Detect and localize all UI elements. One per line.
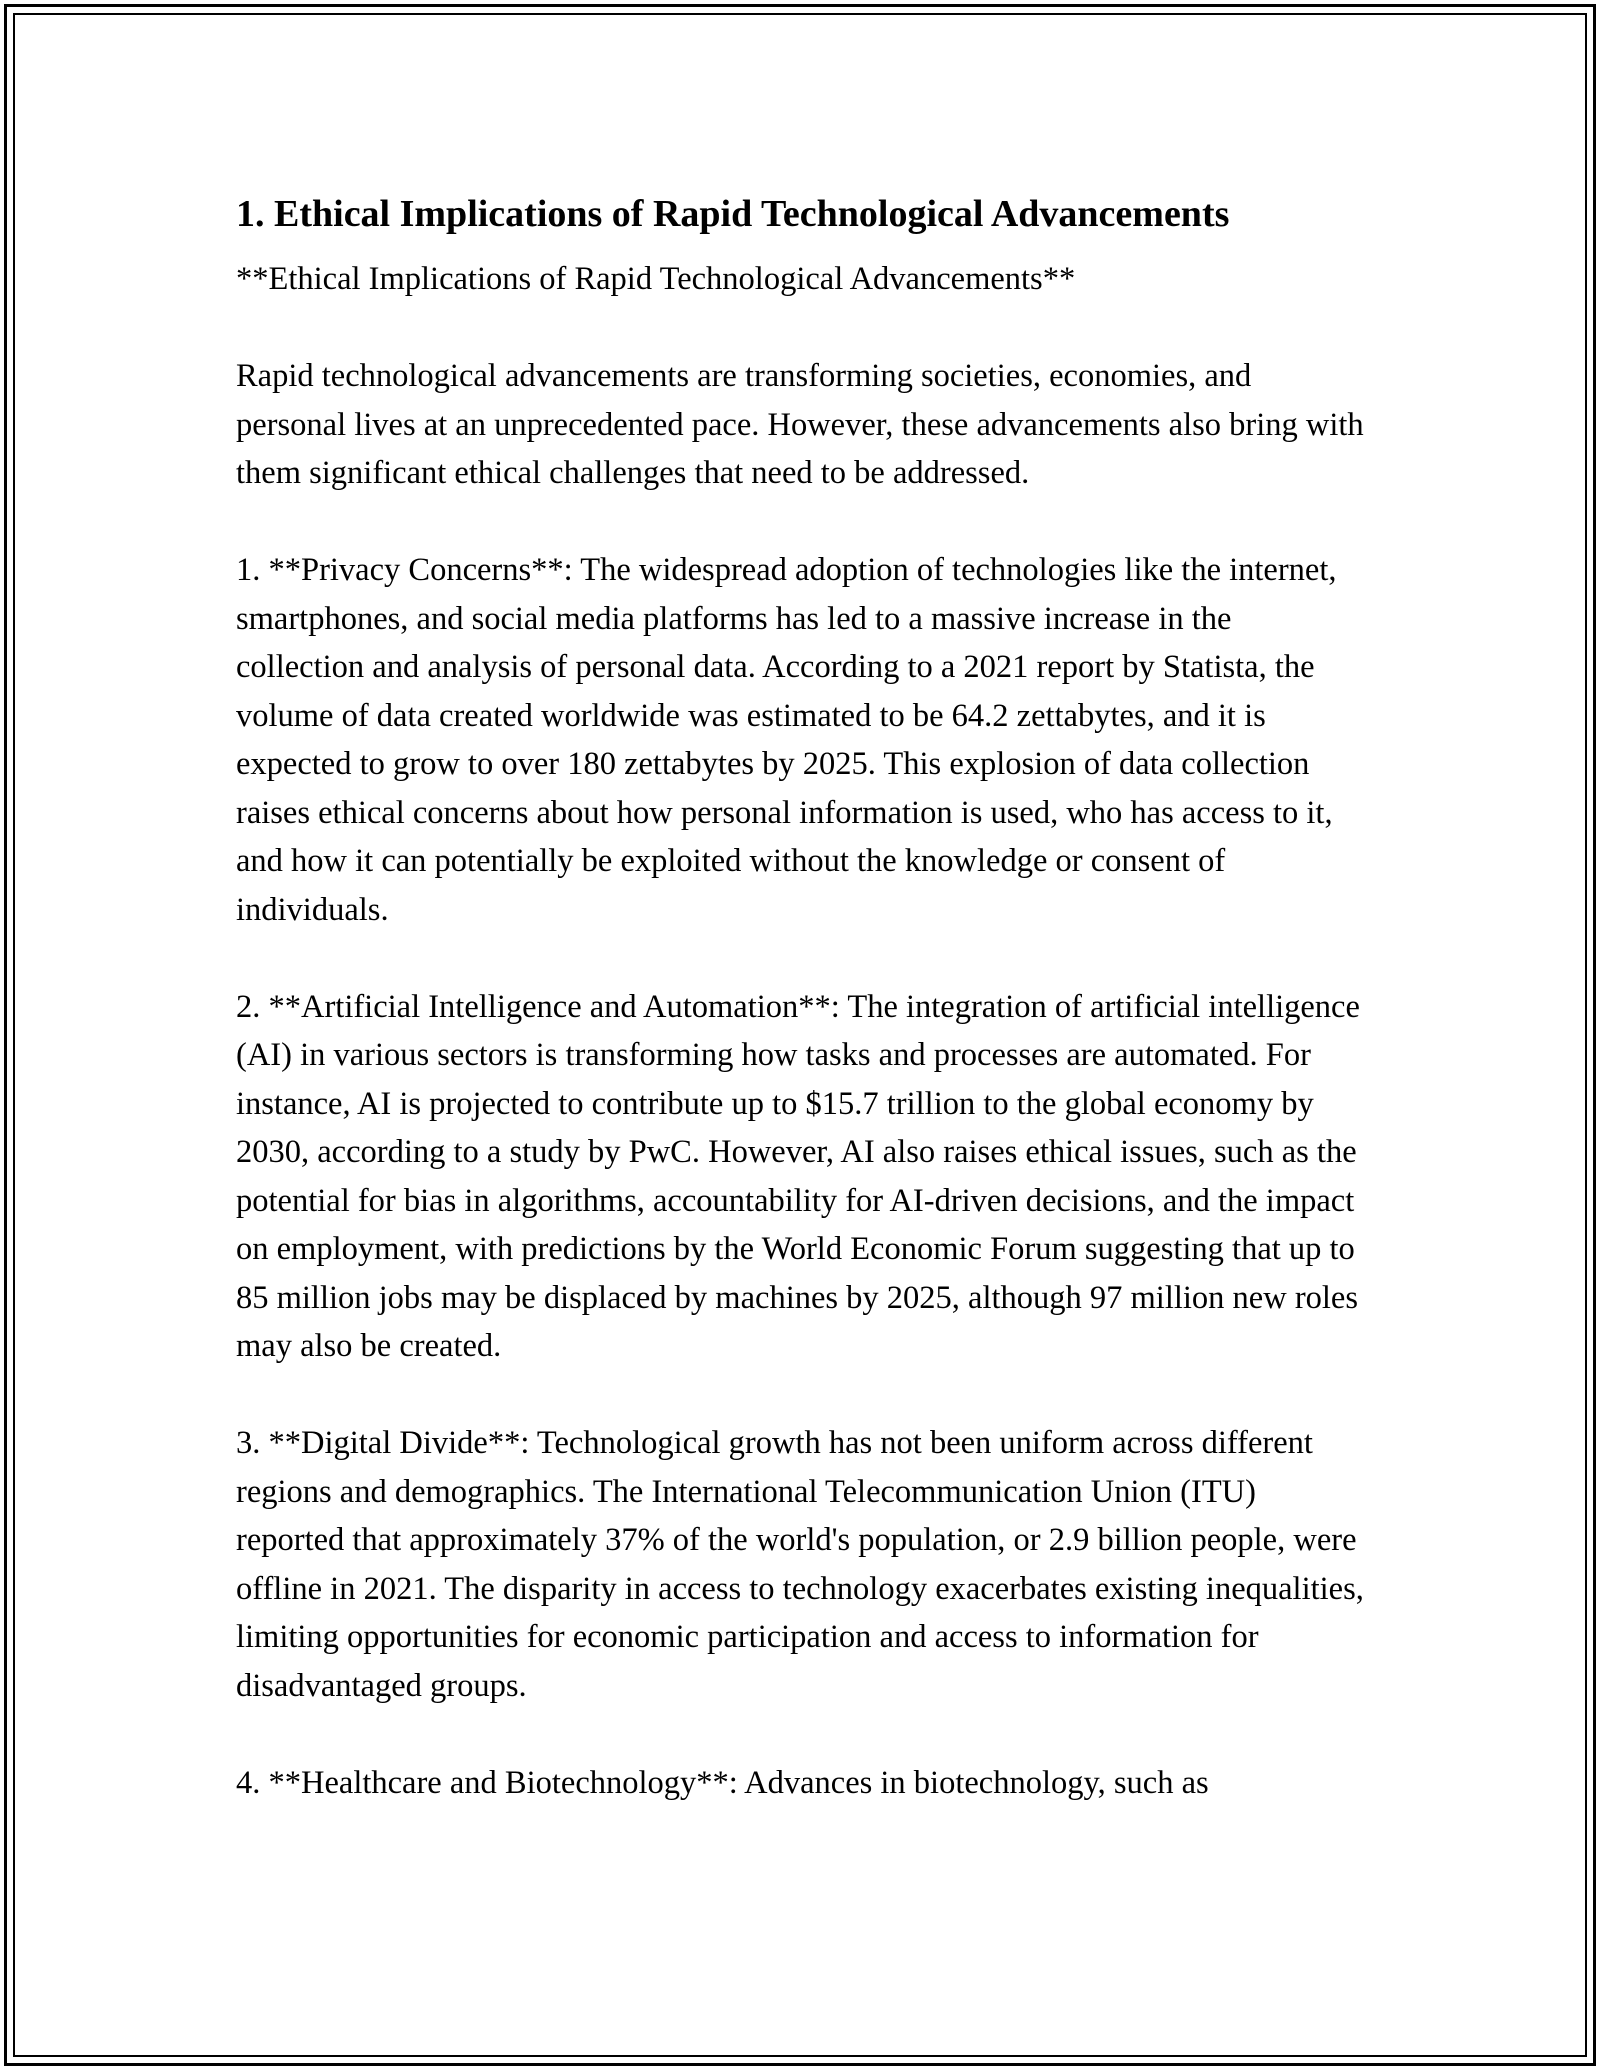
- document-body: [236, 185, 1366, 1807]
- document-subtitle: **Ethical Implications of Rapid Technological Advancements**: [236, 261, 1076, 297]
- intro-paragraph: Rapid technological advancements are transforming societies, economies, and personal lives at an unprecedented pace. However, these advancements also bring with them significant ethical challenges that need to be addressed.: [236, 358, 1364, 491]
- ai-automation-paragraph: 2. **Artificial Intelligence and Automation**: The integration of artificial intelligence (AI) in various sectors is transforming how tasks and processes are automated. For instance, AI is projected to contribute up to $15.7 trillion to the global economy by 2030, according to a study by PwC. However, AI also raises ethical issues, such as the potential for bias in algorithms, accountability for AI-driven decisions, and the impact on employment, with predictions by the World Economic Forum suggesting that up to 85 million jobs may be displaced by machines by 2025, although 97 million new roles may also be created.: [236, 988, 1360, 1364]
- page-title: 1. Ethical Implications of Rapid Technological Advancements: [236, 193, 1230, 235]
- healthcare-biotech-paragraph: 4. **Healthcare and Biotechnology**: Advances in biotechnology, such as: [236, 1764, 1209, 1801]
- digital-divide-paragraph: 3. **Digital Divide**: Technological growth has not been uniform across different regions and demographics. The International Telecommunication Union (ITU) reported that approximately 37% of the world's population, or 2.9 billion people, were offline in 2021. The disparity in access to technology exacerbates existing inequalities, limiting opportunities for economic participation and access to information for disadvantaged groups.: [236, 1425, 1364, 1704]
- privacy-concerns-paragraph: 1. **Privacy Concerns**: The widespread adoption of technologies like the internet, smartphones, and social media platforms has led to a massive increase in the collection and analysis of personal data. According to a 2021 report by Statista, the volume of data created worldwide was estimated to be 64.2 zettabytes, and it is expected to grow to over 180 zettabytes by 2025. This explosion of data collection raises ethical concerns about how personal information is used, who has access to it, and how it can potentially be exploited without the knowledge or consent of individuals.: [236, 552, 1337, 928]
